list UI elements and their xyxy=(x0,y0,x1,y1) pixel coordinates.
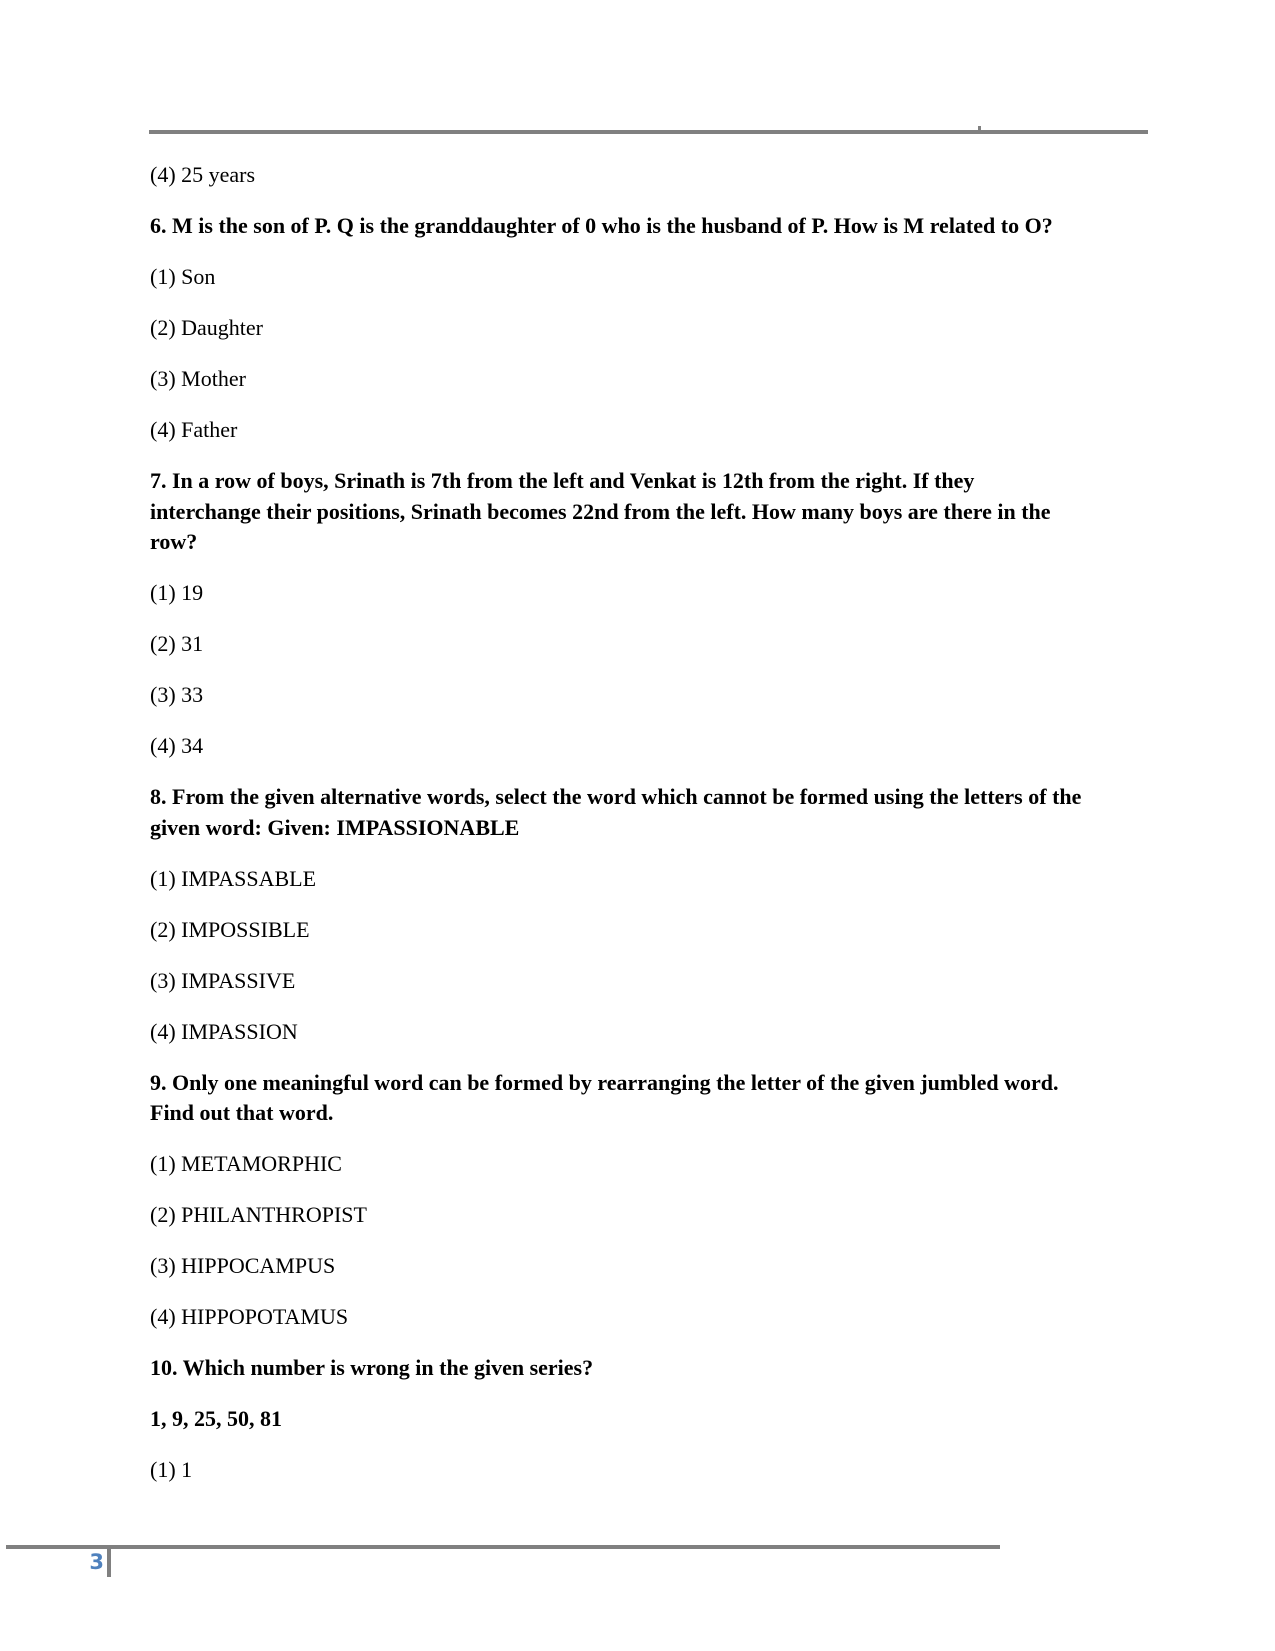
option-text: (2) PHILANTHROPIST xyxy=(150,1202,367,1227)
page-content xyxy=(150,160,1140,1506)
header-tick xyxy=(978,126,981,131)
option-q8-1 xyxy=(150,864,1140,895)
option-text: (4) 34 xyxy=(150,733,204,758)
question-10-series xyxy=(150,1404,1140,1435)
question-text: interchange their positions, Srinath becomes 22nd from the left. How many boys are there in the xyxy=(150,498,1051,524)
question-9 xyxy=(150,1068,1140,1129)
option-q9-2 xyxy=(150,1200,1140,1231)
series-text: 1, 9, 25, 50, 81 xyxy=(150,1406,282,1431)
option-text: (2) Daughter xyxy=(150,315,264,340)
option-q5-4 xyxy=(150,160,1140,191)
option-q6-2 xyxy=(150,313,1140,344)
option-q8-2 xyxy=(150,915,1140,946)
option-q6-4 xyxy=(150,415,1140,446)
option-q7-3 xyxy=(150,680,1140,711)
option-q8-4 xyxy=(150,1017,1140,1048)
question-7 xyxy=(150,466,1140,558)
option-q7-1 xyxy=(150,578,1140,609)
question-text: 9. Only one meaningful word can be formed by rearranging the letter of the given jumbled word. xyxy=(150,1069,1059,1095)
option-q9-4 xyxy=(150,1302,1140,1333)
question-text: Find out that word. xyxy=(150,1100,334,1125)
option-q10-1 xyxy=(150,1455,1140,1486)
option-text: (3) 33 xyxy=(150,682,204,707)
option-text: (3) HIPPOCAMPUS xyxy=(150,1253,336,1278)
question-text: 7. In a row of boys, Srinath is 7th from the left and Venkat is 12th from the right. If they xyxy=(150,468,975,493)
option-q8-3 xyxy=(150,966,1140,997)
question-text: 10. Which number is wrong in the given series? xyxy=(150,1355,594,1380)
option-q9-3 xyxy=(150,1251,1140,1282)
option-q7-2 xyxy=(150,629,1140,660)
option-q6-3 xyxy=(150,364,1140,395)
option-q6-1 xyxy=(150,262,1140,293)
option-text: (1) 19 xyxy=(150,580,204,605)
option-text: (4) HIPPOPOTAMUS xyxy=(150,1304,349,1329)
option-text: (1) 1 xyxy=(150,1457,193,1482)
footer-divider xyxy=(107,1547,111,1577)
header-rule xyxy=(149,130,1148,134)
option-text: (2) 31 xyxy=(150,631,204,656)
question-8 xyxy=(150,782,1140,843)
option-text: (1) IMPASSABLE xyxy=(150,865,317,891)
option-text: (2) IMPOSSIBLE xyxy=(150,916,310,942)
option-text: (3) Mother xyxy=(150,366,246,391)
option-text: (1) Son xyxy=(150,264,216,289)
option-text: (4) IMPASSION xyxy=(150,1018,298,1044)
question-text: row? xyxy=(150,529,198,554)
question-6 xyxy=(150,211,1140,242)
option-q9-1 xyxy=(150,1149,1140,1180)
question-text: 8. From the given alternative words, select the word which cannot be formed using the letters of the xyxy=(150,784,1082,809)
page-number: 3 xyxy=(89,1550,104,1574)
question-text: 6. M is the son of P. Q is the granddaughter of 0 who is the husband of P. How is M related to O? xyxy=(150,213,1053,238)
text-line: (4) 25 years xyxy=(150,162,256,187)
question-text: given word: Given: IMPASSIONABLE xyxy=(150,814,520,840)
option-text: (4) Father xyxy=(150,417,238,442)
option-q7-4 xyxy=(150,731,1140,762)
option-text: (1) METAMORPHIC xyxy=(150,1151,342,1176)
option-text: (3) IMPASSIVE xyxy=(150,967,296,993)
footer-rule xyxy=(6,1545,1000,1549)
question-10 xyxy=(150,1353,1140,1384)
